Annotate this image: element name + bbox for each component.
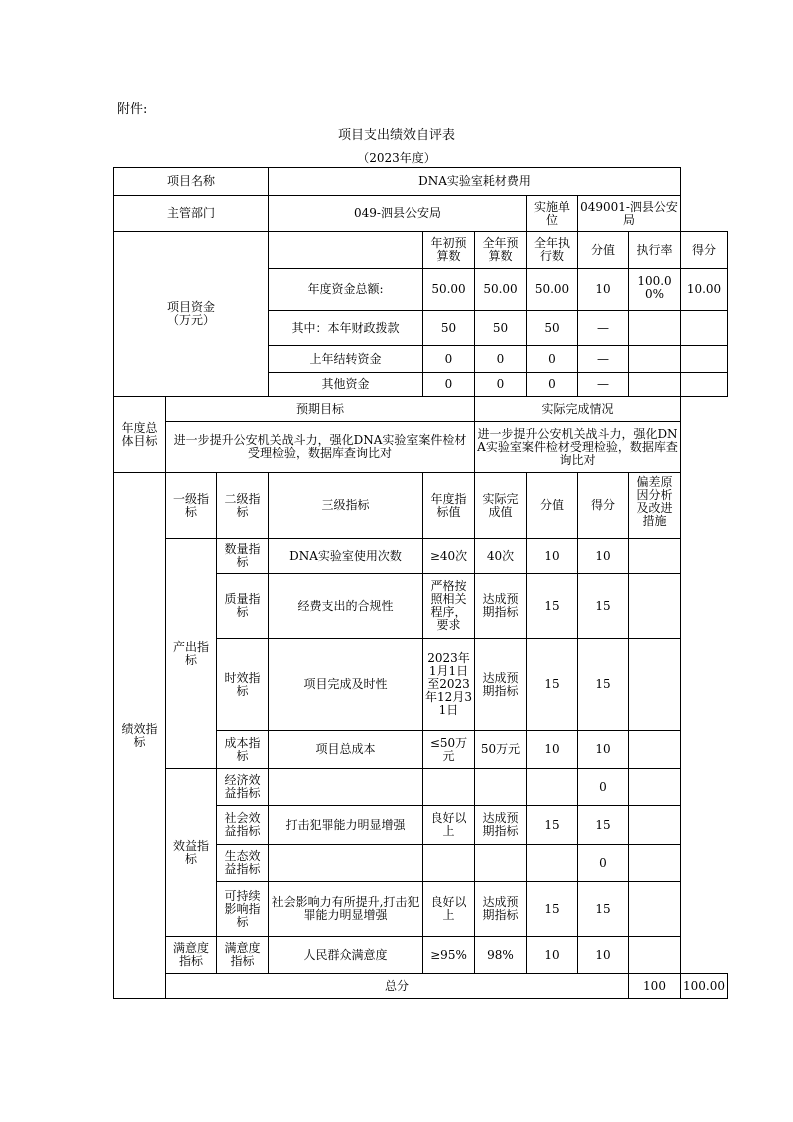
l2-indicator: 生态效益指标 — [217, 845, 269, 882]
funds-header: 分值 — [578, 232, 629, 269]
funds-cell: 50.00 — [423, 269, 475, 311]
target-value: 严格按照相关程序，要求 — [423, 574, 475, 639]
l3-indicator: 打击犯罪能力明显增强 — [269, 806, 423, 845]
funds-cell: 0 — [423, 346, 475, 373]
indicator-header-row — [114, 473, 728, 539]
l3-indicator: 经费支出的合规性 — [269, 574, 423, 639]
goals-row — [114, 422, 728, 473]
target-value: 2023年1月1日至2023年12月31日 — [423, 639, 475, 731]
target-value: 良好以上 — [423, 806, 475, 845]
l2-indicator: 社会效益指标 — [217, 806, 269, 845]
funds-cell — [681, 311, 728, 346]
got-value: 0 — [578, 845, 629, 882]
satisfaction-indicator-label: 满意度指标 — [166, 937, 217, 974]
l2-indicator: 数量指标 — [217, 539, 269, 574]
funds-cell: 0 — [475, 373, 527, 397]
l2-indicator: 时效指标 — [217, 639, 269, 731]
target-value: ≥95% — [423, 937, 475, 974]
l3-indicator: 人民群众满意度 — [269, 937, 423, 974]
indicators-section-label: 绩效指标 — [114, 473, 166, 999]
funds-cell: 50 — [475, 311, 527, 346]
document-title: 项目支出绩效自评表 — [337, 128, 455, 143]
goals-header-row — [114, 397, 728, 422]
actual-value: 达成预期指标 — [475, 882, 527, 937]
remark-value — [629, 639, 681, 731]
funds-cell — [629, 311, 681, 346]
actual-value: 达成预期指标 — [475, 806, 527, 845]
l2-indicator: 可持续影响指标 — [217, 882, 269, 937]
indicator-row — [114, 769, 728, 806]
funds-cell: 100.00% — [629, 269, 681, 311]
got-value: 15 — [578, 882, 629, 937]
output-indicator-label: 产出指标 — [166, 539, 217, 769]
score-value: 10 — [527, 937, 578, 974]
evaluation-table — [113, 167, 728, 999]
target-value: 良好以上 — [423, 882, 475, 937]
project-name-label: 项目名称 — [114, 168, 269, 196]
score-value: 15 — [527, 806, 578, 845]
project-name-row — [114, 168, 728, 196]
actual-value: 50万元 — [475, 731, 527, 769]
score-value: 15 — [527, 574, 578, 639]
funds-cell: — — [578, 311, 629, 346]
l3-indicator — [269, 845, 423, 882]
funds-header: 得分 — [681, 232, 728, 269]
indicator-header: 得分 — [578, 473, 629, 539]
target-value — [423, 769, 475, 806]
funds-cell: 10 — [578, 269, 629, 311]
funds-cell: 0 — [423, 373, 475, 397]
score-value: 15 — [527, 882, 578, 937]
score-value — [527, 845, 578, 882]
expected-goal-text: 进一步提升公安机关战斗力，强化DNA实验室案件检材受理检验，数据库查询比对 — [166, 422, 475, 473]
funds-cell: 0 — [475, 346, 527, 373]
remark-value — [629, 539, 681, 574]
l2-indicator: 经济效益指标 — [217, 769, 269, 806]
funds-cell: 10.00 — [681, 269, 728, 311]
project-name-value: DNA实验室耗材费用 — [269, 168, 681, 196]
actual-goal-header: 实际完成情况 — [475, 397, 681, 422]
indicator-header: 三级指标 — [269, 473, 423, 539]
l3-indicator: 项目完成及时性 — [269, 639, 423, 731]
remark-value — [629, 806, 681, 845]
total-got: 100.00 — [681, 974, 728, 999]
indicator-row — [114, 539, 728, 574]
indicator-header: 年度指标值 — [423, 473, 475, 539]
score-value — [527, 769, 578, 806]
dept-label: 主管部门 — [114, 196, 269, 232]
got-value: 10 — [578, 539, 629, 574]
department-row — [114, 196, 728, 232]
indicator-header: 实际完成值 — [475, 473, 527, 539]
got-value: 15 — [578, 574, 629, 639]
funds-cell: 0 — [527, 373, 578, 397]
remark-value — [629, 937, 681, 974]
remark-value — [629, 845, 681, 882]
indicator-header: 一级指标 — [166, 473, 217, 539]
l2-indicator: 满意度指标 — [217, 937, 269, 974]
total-score: 100 — [629, 974, 681, 999]
indicator-header: 分值 — [527, 473, 578, 539]
actual-value: 98% — [475, 937, 527, 974]
funds-header: 执行率 — [629, 232, 681, 269]
target-value: ≤50万元 — [423, 731, 475, 769]
l2-indicator: 成本指标 — [217, 731, 269, 769]
l3-indicator — [269, 769, 423, 806]
dept-value: 049-泗县公安局 — [269, 196, 527, 232]
funds-cell — [681, 346, 728, 373]
l3-indicator: 社会影响力有所提升,打击犯罪能力明显增强 — [269, 882, 423, 937]
funds-cell: 50.00 — [527, 269, 578, 311]
year-label: （2023年度） — [357, 151, 436, 165]
funds-row-label: 其他资金 — [269, 373, 423, 397]
funds-cell: 50.00 — [475, 269, 527, 311]
total-label: 总分 — [166, 974, 629, 999]
funds-header: 全年预算数 — [475, 232, 527, 269]
funds-row-label: 其中：本年财政拨款 — [269, 311, 423, 346]
score-value: 10 — [527, 539, 578, 574]
actual-value: 达成预期指标 — [475, 574, 527, 639]
remark-value — [629, 574, 681, 639]
got-value: 10 — [578, 731, 629, 769]
actual-value: 达成预期指标 — [475, 639, 527, 731]
indicator-row — [114, 937, 728, 974]
score-value: 10 — [527, 731, 578, 769]
actual-value — [475, 769, 527, 806]
funds-row-label: 上年结转资金 — [269, 346, 423, 373]
actual-goal-text: 进一步提升公安机关战斗力，强化DNA实验室案件检材受理检验，数据库查询比对 — [475, 422, 681, 473]
l3-indicator: 项目总成本 — [269, 731, 423, 769]
attachment-label: 附件: — [117, 102, 148, 117]
funds-header-row — [114, 232, 728, 269]
remark-value — [629, 769, 681, 806]
actual-value — [475, 845, 527, 882]
l3-indicator: DNA实验室使用次数 — [269, 539, 423, 574]
funds-cell: — — [578, 346, 629, 373]
funds-cell — [681, 373, 728, 397]
impl-label: 实施单位 — [527, 196, 578, 232]
got-value: 15 — [578, 639, 629, 731]
funds-header: 年初预算数 — [423, 232, 475, 269]
benefit-indicator-label: 效益指标 — [166, 769, 217, 937]
goals-section-label: 年度总体目标 — [114, 397, 166, 473]
indicator-header: 偏差原因分析及改进措施 — [629, 473, 681, 539]
funds-cell — [629, 346, 681, 373]
funds-header-blank — [269, 232, 423, 269]
funds-cell — [629, 373, 681, 397]
funds-cell: 50 — [527, 311, 578, 346]
actual-value: 40次 — [475, 539, 527, 574]
expected-goal-header: 预期目标 — [166, 397, 475, 422]
target-value: ≥40次 — [423, 539, 475, 574]
funds-header: 全年执行数 — [527, 232, 578, 269]
total-row — [114, 974, 728, 999]
funds-cell: 0 — [527, 346, 578, 373]
impl-value: 049001-泗县公安局 — [578, 196, 681, 232]
funds-row-label: 年度资金总额: — [269, 269, 423, 311]
l2-indicator: 质量指标 — [217, 574, 269, 639]
funds-cell: — — [578, 373, 629, 397]
remark-value — [629, 882, 681, 937]
indicator-header: 二级指标 — [217, 473, 269, 539]
got-value: 15 — [578, 806, 629, 845]
got-value: 10 — [578, 937, 629, 974]
funds-cell: 50 — [423, 311, 475, 346]
target-value — [423, 845, 475, 882]
remark-value — [629, 731, 681, 769]
score-value: 15 — [527, 639, 578, 731]
got-value: 0 — [578, 769, 629, 806]
funds-section-label: 项目资金 （万元） — [114, 232, 269, 397]
